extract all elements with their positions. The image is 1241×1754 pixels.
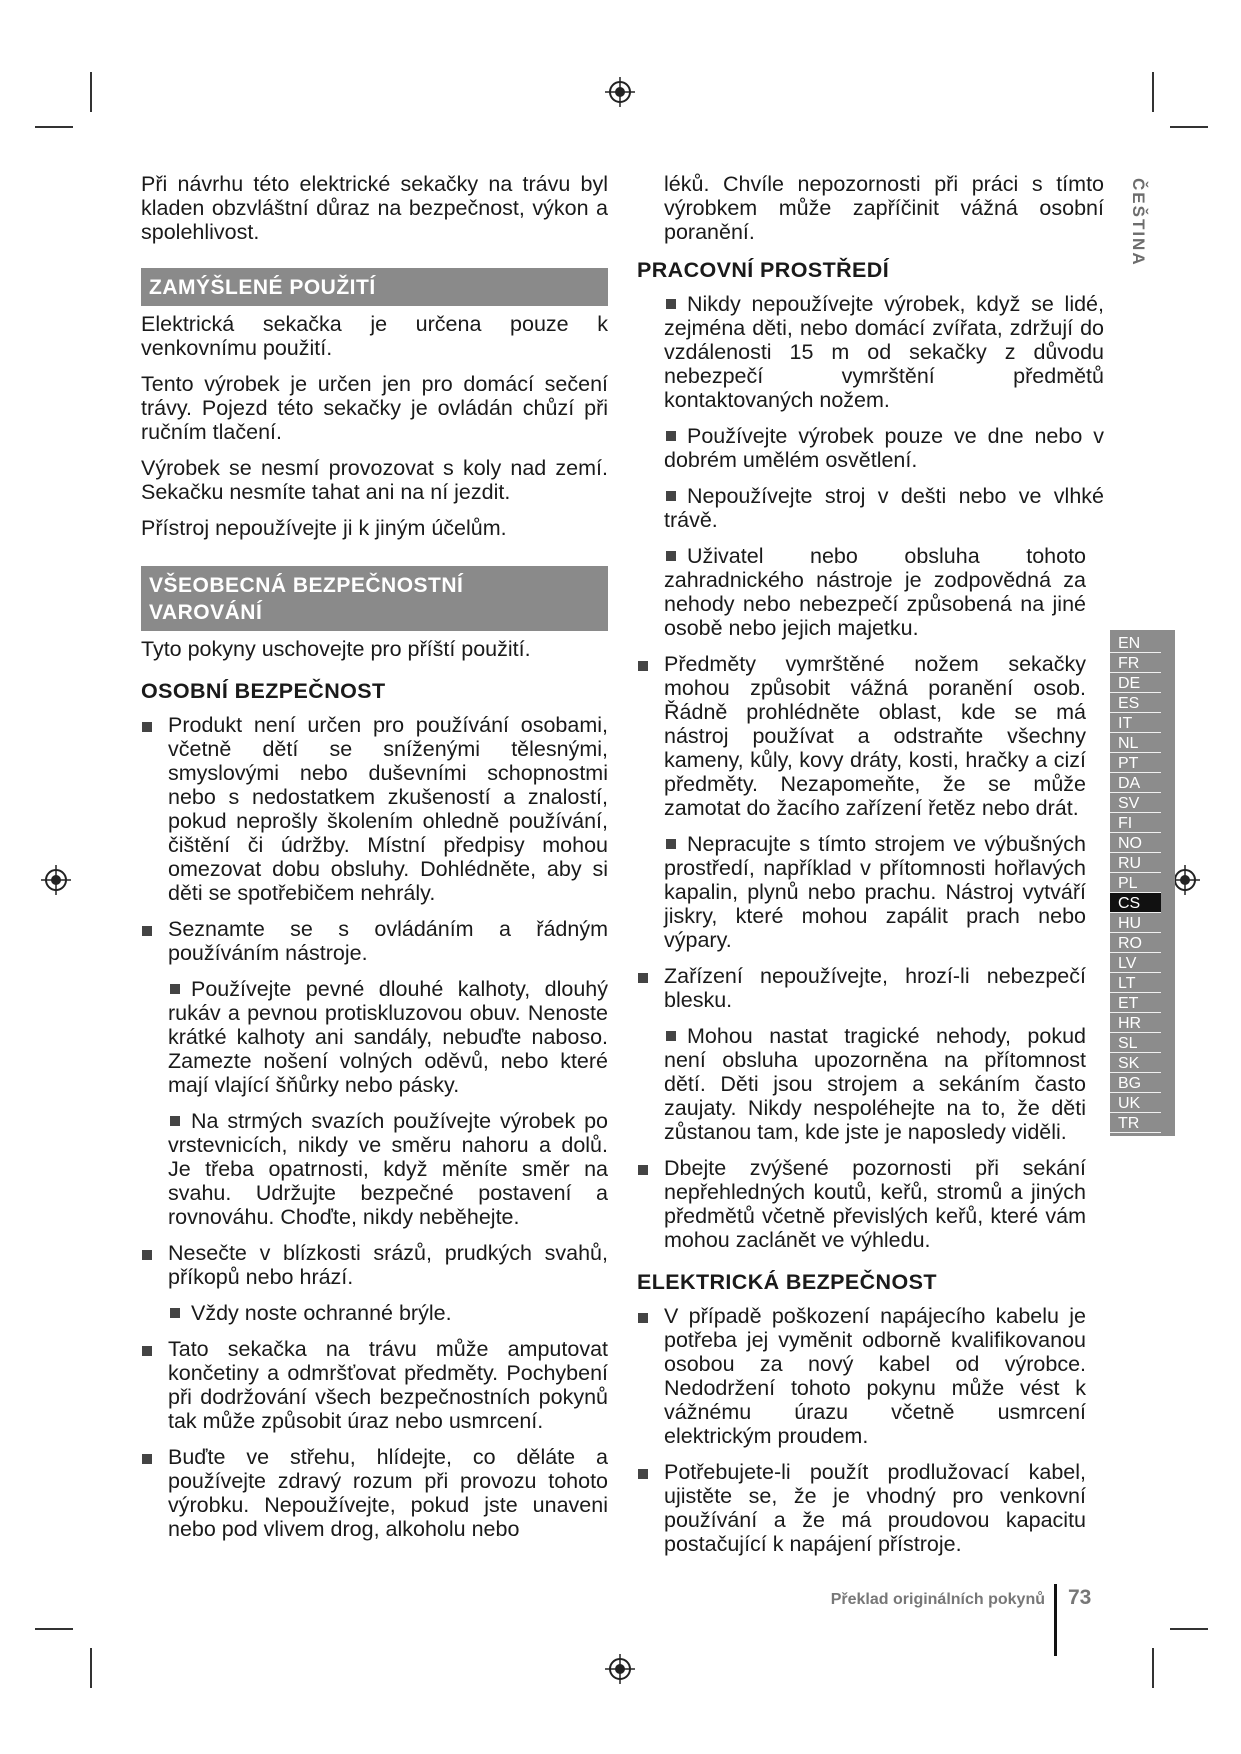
bullet-square-icon [170, 984, 180, 994]
sub-bullet-item: Mohou nastat tragické nehody, pokud není obsluha upozorněna na přítomnost dětí. Děti jsou strojem a sekáním často zaujaty. Nikdy nespoléhejte na to, že děti zůstanou tam, kde jste je naposledy viděli. [664, 1024, 1086, 1144]
bullet-square-icon [638, 973, 648, 983]
crop-mark [1170, 1628, 1208, 1630]
crop-mark [35, 1628, 73, 1630]
language-tab-cs[interactable]: CS [1110, 893, 1161, 913]
language-tab-fr[interactable]: FR [1110, 653, 1161, 673]
bullet-square-icon [666, 551, 676, 561]
paragraph: Přístroj nepoužívejte ji k jiným účelům. [141, 516, 507, 540]
bullet-square-icon [638, 661, 648, 671]
language-tab-sl[interactable]: SL [1110, 1033, 1161, 1053]
bullet-square-icon [666, 299, 676, 309]
language-tab-strip [1110, 630, 1175, 1136]
language-tab-ro[interactable]: RO [1110, 933, 1161, 953]
bullet-item: V případě poškození napájecího kabelu je potřeba jej vyměnit odborně kvalifikovanou osobou za nový kabel od výrobce. Nedodržení tohoto pokynu může vést k vážnému úrazu včetně usmrcení elektrickým proudem. [637, 1304, 1086, 1448]
bullet-item: Buďte ve střehu, hlídejte, co děláte a používejte zdravý rozum při provozu tohoto výrobku. Nepoužívejte, pokud jste unaveni nebo pod vlivem drog, alkoholu nebo [141, 1445, 608, 1541]
section-banner-general-warnings: VŠEOBECNÁ BEZPEČNOSTNÍ VAROVÁNÍ [141, 566, 608, 631]
bullet-item: Zařízení nepoužívejte, hrozí-li nebezpečí blesku. [637, 964, 1086, 1012]
language-tab-it[interactable]: IT [1110, 713, 1161, 733]
language-tab-lv[interactable]: LV [1110, 953, 1161, 973]
bullet-square-icon [638, 1313, 648, 1323]
language-tab-lt[interactable]: LT [1110, 973, 1161, 993]
crop-mark [35, 126, 73, 128]
bullet-square-icon [666, 491, 676, 501]
language-tab-pl[interactable]: PL [1110, 873, 1161, 893]
language-tab-bg[interactable]: BG [1110, 1073, 1161, 1093]
crop-mark [90, 72, 92, 112]
language-tab-en[interactable]: EN [1110, 633, 1161, 653]
right-column [637, 172, 1104, 1568]
bullet-item: Dbejte zvýšené pozornosti při sekání nepřehledných koutů, keřů, stromů a jiných předmětů včetně převislých keřů, které vám mohou zaclánět ve výhledu. [637, 1156, 1086, 1252]
footer-caption: Překlad originálních pokynů [830, 1591, 1045, 1608]
crop-mark [1152, 72, 1154, 112]
language-tab-hr[interactable]: HR [1110, 1013, 1161, 1033]
sub-bullet-item: Nepoužívejte stroj v dešti nebo ve vlhké trávě. [664, 484, 1104, 532]
paragraph: Tento výrobek je určen jen pro domácí sečení trávy. Pojezd této sekačky je ovládán chůzí při ručním tlačení. [141, 372, 608, 444]
paragraph: léků. Chvíle nepozornosti při práci s tímto výrobkem může zapříčinit vážná osobní poranění. [664, 172, 1104, 244]
bullet-square-icon [142, 1346, 152, 1356]
crop-mark [90, 1648, 92, 1688]
language-tab-da[interactable]: DA [1110, 773, 1161, 793]
registration-mark-icon [41, 865, 71, 895]
bullet-square-icon [142, 926, 152, 936]
paragraph: Tyto pokyny uschovejte pro příští použití. [141, 637, 531, 661]
language-tab-tr[interactable]: TR [1110, 1113, 1161, 1133]
sub-bullet-item: Vždy noste ochranné brýle. [168, 1301, 608, 1325]
bullet-square-icon [638, 1165, 648, 1175]
sub-bullet-item: Nikdy nepoužívejte výrobek, když se lidé, zejména děti, nebo domácí zvířata, zdržují do vzdálenosti 15 m od sekačky z důvodu nebezpečí vymrštění předmětů kontaktovaných nožem. [664, 292, 1104, 412]
language-tab-ru[interactable]: RU [1110, 853, 1161, 873]
left-column [141, 172, 608, 1553]
paragraph: Elektrická sekačka je určena pouze k venkovnímu použití. [141, 312, 608, 360]
bullet-square-icon [638, 1469, 648, 1479]
paragraph: Výrobek se nesmí provozovat s koly nad zemí. Sekačku nesmíte tahat ani na ní jezdit. [141, 456, 608, 504]
bullet-square-icon [142, 722, 152, 732]
page-number: 73 [1068, 1586, 1092, 1609]
bullet-square-icon [142, 1250, 152, 1260]
sub-bullet-item: Používejte pevné dlouhé kalhoty, dlouhý rukáv a pevnou protiskluzovou obuv. Nenoste krátké kalhoty ani sandály, nebuďte naboso. Zamezte nošení volných oděvů, nebo které mají vlající šňůrky nebo pásky. [168, 977, 608, 1097]
registration-mark-icon [605, 1654, 635, 1684]
bullet-square-icon [170, 1308, 180, 1318]
section-heading-electrical-safety: ELEKTRICKÁ BEZPEČNOST [637, 1270, 937, 1294]
section-heading-work-area: PRACOVNÍ PROSTŘEDÍ [637, 258, 890, 282]
section-heading-personal-safety: OSOBNÍ BEZPEČNOST [141, 679, 386, 703]
bullet-item: Předměty vymrštěné nožem sekačky mohou způsobit vážná poranění osob. Řádně prohlédněte oblast, kde se má nástroj používat a odstraňte všechny kameny, kůly, kovy dráty, kosti, hračky a cizí předměty. Nezapomeňte, že se může zamotat do žacího zařízení řetěz nebo drát. [637, 652, 1086, 820]
language-tab-es[interactable]: ES [1110, 693, 1161, 713]
language-tab-pt[interactable]: PT [1110, 753, 1161, 773]
section-banner-intended-use: ZAMÝŠLENÉ POUŽITÍ [141, 268, 608, 306]
language-tab-sk[interactable]: SK [1110, 1053, 1161, 1073]
language-side-label: ČEŠTINA [1129, 178, 1148, 267]
registration-mark-icon [605, 77, 635, 107]
bullet-item: Produkt není určen pro používání osobami, včetně dětí se sníženými tělesnými, smyslovými nebo duševními schopnostmi nebo s nedostatkem zkušeností a znalostí, pokud neprošly školením ohledně používání, čištění či údržby. Místní předpisy mohou omezovat dobu obsluhy. Dohlédněte, aby si děti se spotřebičem nehrály. [141, 713, 608, 905]
language-tab-hu[interactable]: HU [1110, 913, 1161, 933]
bullet-square-icon [170, 1116, 180, 1126]
sub-bullet-item: Na strmých svazích používejte výrobek po vrstevnicích, nikdy ve směru nahoru a dolů. Je třeba opatrnosti, když měníte směr na svahu. Udržujte bezpečné postavení a rovnováhu. Choďte, nikdy neběhejte. [168, 1109, 608, 1229]
language-tab-uk[interactable]: UK [1110, 1093, 1161, 1113]
bullet-square-icon [142, 1454, 152, 1464]
language-tab-et[interactable]: ET [1110, 993, 1161, 1013]
language-tab-fi[interactable]: FI [1110, 813, 1161, 833]
language-tab-no[interactable]: NO [1110, 833, 1161, 853]
bullet-square-icon [666, 839, 676, 849]
language-tab-de[interactable]: DE [1110, 673, 1161, 693]
language-tab-nl[interactable]: NL [1110, 733, 1161, 753]
bullet-square-icon [666, 431, 676, 441]
bullet-item: Seznamte se s ovládáním a řádným používáním nástroje. [141, 917, 608, 965]
footer-divider [1054, 1584, 1057, 1656]
crop-mark [1170, 126, 1208, 128]
sub-bullet-item: Nepracujte s tímto strojem ve výbušných prostředí, například v přítomnosti hořlavých kapalin, plynů nebo prachu. Nástroj vytváří jiskry, které mohou zapálit prach nebo výpary. [664, 832, 1086, 952]
intro-paragraph: Při návrhu této elektrické sekačky na trávu byl kladen obzvláštní důraz na bezpečnost, výkon a spolehlivost. [141, 172, 608, 244]
bullet-item: Nesečte v blízkosti srázů, prudkých svahů, příkopů nebo hrází. [141, 1241, 608, 1289]
sub-bullet-item: Uživatel nebo obsluha tohoto zahradnického nástroje je zodpovědná za nehody nebo nebezpečí způsobená na jiné osobě nebo jejich majetku. [664, 544, 1086, 640]
sub-bullet-item: Používejte výrobek pouze ve dne nebo v dobrém umělém osvětlení. [664, 424, 1104, 472]
crop-mark [1152, 1648, 1154, 1688]
bullet-square-icon [666, 1031, 676, 1041]
bullet-item: Potřebujete-li použít prodlužovací kabel, ujistěte se, že je vhodný pro venkovní používání a že má proudovou kapacitu postačující k napájení přístroje. [637, 1460, 1086, 1556]
language-tab-sv[interactable]: SV [1110, 793, 1161, 813]
bullet-item: Tato sekačka na trávu může amputovat končetiny a odmršťovat předměty. Pochybení při dodržování všech bezpečnostních pokynů tak může způsobit úraz nebo usmrcení. [141, 1337, 608, 1433]
